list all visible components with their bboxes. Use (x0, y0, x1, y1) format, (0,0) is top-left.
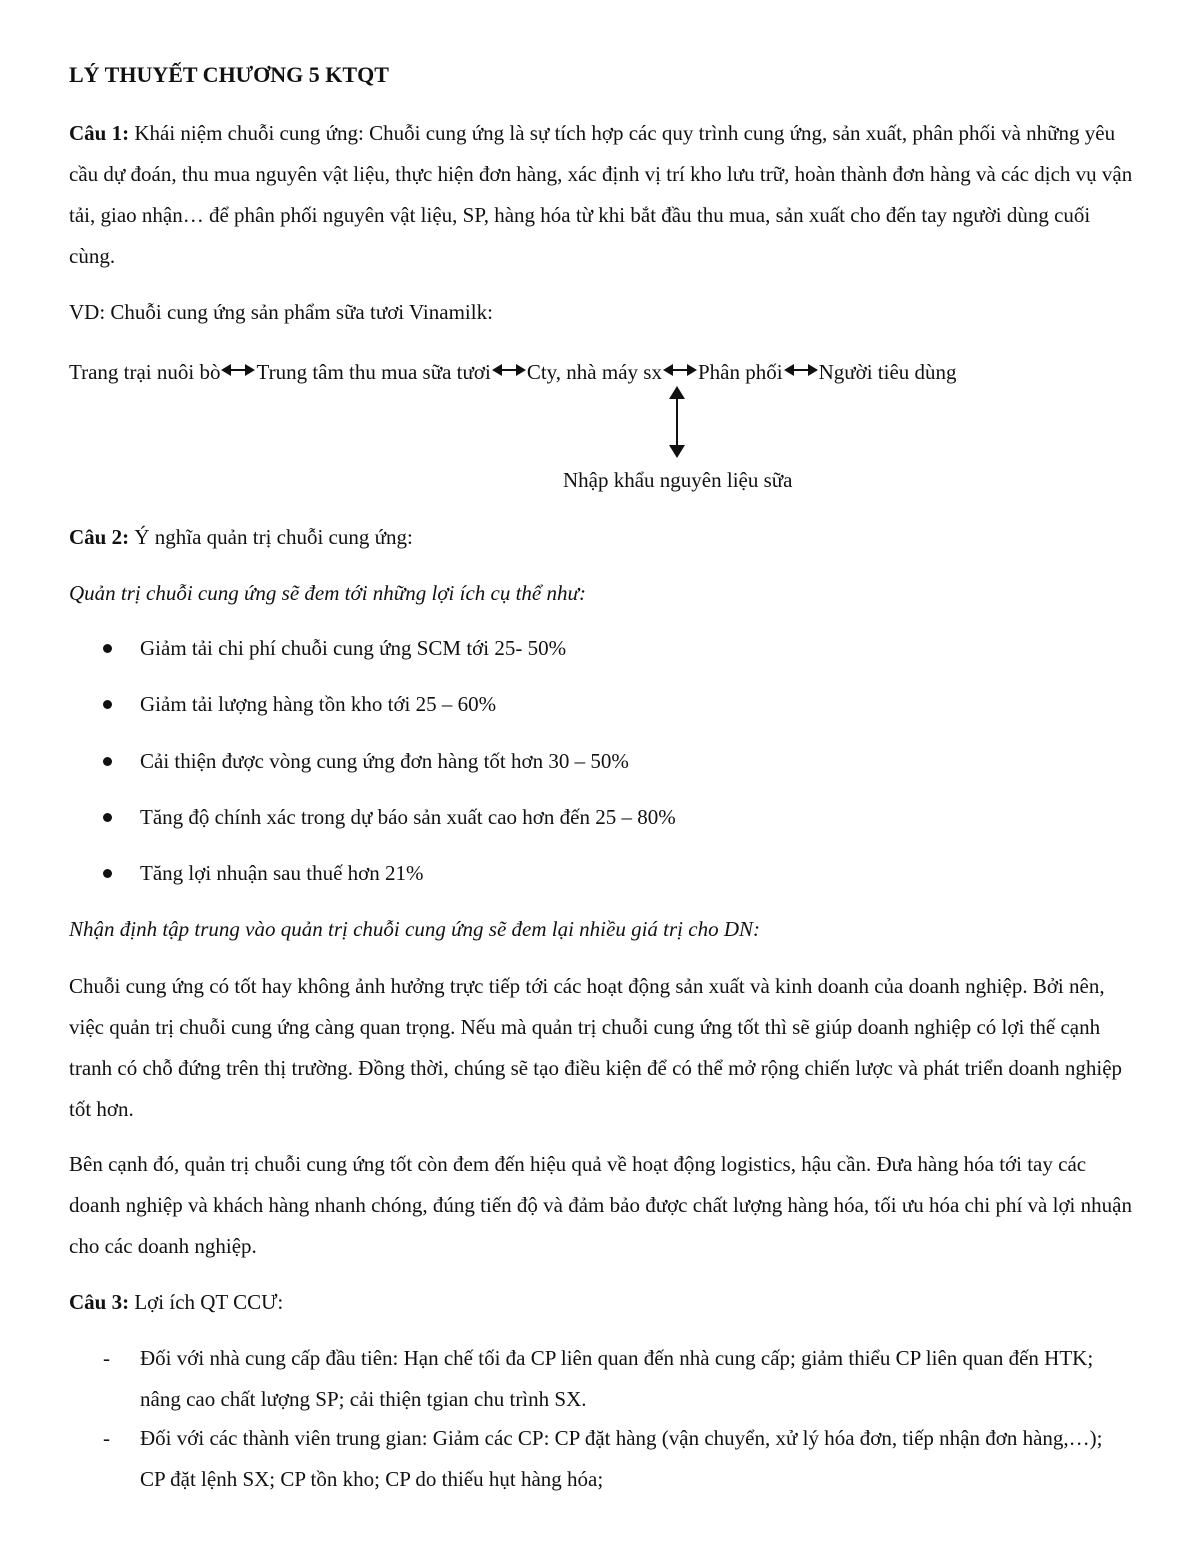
benefit-text: Giảm tải chi phí chuỗi cung ứng SCM tới 25- 50% (140, 636, 567, 660)
chain-node-factory: Cty, nhà máy sx (526, 360, 662, 385)
question-2-paragraph (69, 517, 1134, 558)
question-3-label: Câu 3: (69, 1290, 130, 1314)
benefit-text: Tăng lợi nhuận sau thuế hơn 21% (140, 861, 424, 885)
chain-node-farm: Trang trại nuôi bò (69, 360, 221, 385)
question-3-paragraph (69, 1282, 1134, 1323)
benefits-heading: Quản trị chuỗi cung ứng sẽ đem tới những lợi ích cụ thể như: (69, 581, 586, 605)
question-1-label: Câu 1: (69, 121, 130, 145)
dash-marker: - (103, 1346, 110, 1370)
supply-chain-diagram (69, 350, 957, 390)
document-title: LÝ THUYẾT CHƯƠNG 5 KTQT (69, 62, 389, 87)
bullet-icon (103, 757, 112, 766)
chain-node-consumer: Người tiêu dùng (818, 360, 957, 385)
benefit-item (140, 741, 1130, 782)
example-line: VD: Chuỗi cung ứng sản phẩm sữa tươi Vinamilk: (69, 300, 493, 324)
value-heading: Nhận định tập trung vào quản trị chuỗi cung ứng sẽ đem lại nhiều giá trị cho DN: (69, 917, 760, 941)
benefit-text: Giảm tải lượng hàng tồn kho tới 25 – 60% (140, 692, 497, 716)
chain-node-distribution: Phân phối (697, 360, 783, 385)
vertical-double-arrow-icon (666, 386, 688, 458)
question-2-label: Câu 2: (69, 525, 130, 549)
benefit-item (140, 684, 1130, 725)
chain-node-import: Nhập khẩu nguyên liệu sữa (563, 468, 793, 492)
bullet-icon (103, 644, 112, 653)
benefit-dash-item (103, 1418, 1130, 1500)
question-3-text: Lợi ích QT CCƯ: (129, 1290, 284, 1314)
bullet-icon (103, 869, 112, 878)
value-paragraph-1: Chuỗi cung ứng có tốt hay không ảnh hưởng trực tiếp tới các hoạt động sản xuất và kinh doanh của doanh nghiệp. Bởi nên, việc quản trị chuỗi cung ứng càng quan trọng. Nếu mà quản trị chuỗi cung ứng tốt thì sẽ giúp doanh nghiệp có lợi thế cạnh tranh có chỗ đứng trên thị trường. Đồng thời, chúng sẽ tạo điều kiện để có thể mở rộng chiến lược và phát triển doanh nghiệp tốt hơn. (69, 974, 1123, 1121)
bullet-icon (103, 813, 112, 822)
benefit-item (140, 797, 1130, 838)
dash-marker: - (103, 1426, 110, 1450)
benefit-text: Cải thiện được vòng cung ứng đơn hàng tốt hơn 30 – 50% (140, 749, 629, 773)
benefit-text: Tăng độ chính xác trong dự báo sản xuất cao hơn đến 25 – 80% (140, 805, 676, 829)
double-arrow-icon (221, 364, 255, 376)
double-arrow-icon (492, 364, 526, 376)
double-arrow-icon (663, 364, 697, 376)
benefit-item (140, 628, 1130, 669)
dash-item-text: Đối với nhà cung cấp đầu tiên: Hạn chế tối đa CP liên quan đến nhà cung cấp; giảm thiểu CP liên quan đến HTK; nâng cao chất lượng SP; cải thiện tgian chu trình SX. (140, 1346, 1094, 1411)
double-arrow-icon (784, 364, 818, 376)
benefit-dash-item (103, 1338, 1130, 1420)
value-paragraph-2: Bên cạnh đó, quản trị chuỗi cung ứng tốt còn đem đến hiệu quả về hoạt động logistics, hậu cần. Đưa hàng hóa tới tay các doanh nghiệp và khách hàng nhanh chóng, đúng tiến độ và đảm bảo được chất lượng hàng hóa, tối ưu hóa chi phí và lợi nhuận cho các doanh nghiệp. (69, 1152, 1132, 1258)
bullet-icon (103, 700, 112, 709)
question-1-text: Khái niệm chuỗi cung ứng: Chuỗi cung ứng là sự tích hợp các quy trình cung ứng, sản xuất, phân phối và những yêu cầu dự đoán, thu mua nguyên vật liệu, thực hiện đơn hàng, xác định vị trí kho lưu trữ, hoàn thành đơn hàng và các dịch vụ vận tải, giao nhận… để phân phối nguyên vật liệu, SP, hàng hóa từ khi bắt đầu thu mua, sản xuất cho đến tay người dùng cuối cùng. (69, 121, 1133, 268)
question-2-text: Ý nghĩa quản trị chuỗi cung ứng: (129, 525, 413, 549)
benefit-item (140, 853, 1130, 894)
dash-item-text: Đối với các thành viên trung gian: Giảm các CP: CP đặt hàng (vận chuyển, xử lý hóa đơn, tiếp nhận đơn hàng,…); CP đặt lệnh SX; CP tồn kho; CP do thiếu hụt hàng hóa; (140, 1426, 1103, 1491)
chain-node-collection-center: Trung tâm thu mua sữa tươi (256, 360, 491, 385)
question-1-paragraph (69, 113, 1134, 277)
